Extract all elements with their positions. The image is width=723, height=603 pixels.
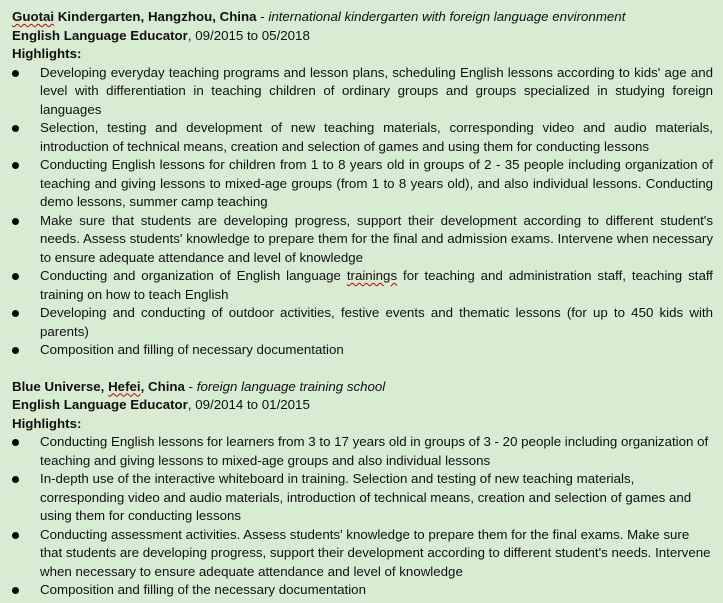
role-line [12,27,713,46]
job-title: English Language Educator [12,397,188,412]
highlight-item [12,341,713,360]
highlight-text: Conducting English lessons for learners from 3 to 17 years old in groups of 3 - 20 people including organization of teaching and giving lessons to mixed-age groups and also individual lessons [40,434,709,468]
bullet-icon [12,70,19,77]
role-line [12,396,713,415]
highlight-text: Composition and filling of necessary documentation [40,342,344,357]
highlights-heading: Highlights: [12,46,82,61]
highlight-item [12,64,713,120]
job-title: English Language Educator [12,27,188,43]
separator: - [256,9,269,24]
highlight-text: Developing and conducting of outdoor activities, festive events and thematic lessons (for up to 450 kids with parents) [40,305,713,339]
bullet-icon [12,162,19,169]
job-entry-guotai [12,8,713,360]
bullet-icon [12,273,19,280]
highlight-item [12,119,713,156]
highlight-text: In-depth use of the interactive whiteboard in training. Selection and testing of new teaching materials, corresponding video and audio materials, introduction of technical means, creation and selection of games and using them for conducting lessons [40,471,692,523]
bullet-icon [12,310,19,317]
highlight-text-post: for teaching and administration staff, teaching staff training on how to teach English [40,268,713,302]
employer-country: , China [140,378,185,394]
bullet-icon [12,347,19,354]
employer-name: Blue Universe, [12,378,109,394]
employer-line [12,8,713,27]
highlights-list [12,64,713,360]
bullet-icon [12,532,19,539]
highlight-item [12,156,713,212]
employer-city-flagged: Hefei [108,378,141,394]
highlight-text: Selection, testing and development of new teaching materials, corresponding video and audio materials, introduction of technical means, creation and selection of games and using them for conducting lessons [40,120,713,154]
employer-description: foreign language training school [196,378,386,394]
employer-name: Kindergarten, Hangzhou, China [54,9,257,24]
highlight-item [12,433,713,470]
bullet-icon [12,218,19,225]
highlight-text: Make sure that students are developing progress, support their development according to different student's needs. Assess students' knowledge to prepare them for the final and admission exams. Intervene when necessary to ensure adequate attendance and level of knowledge [40,212,713,265]
highlight-text: Conducting assessment activities. Assess students' knowledge to prepare them for the final exams. Make sure that students are developing progress, support their development according to different student's needs. Intervene when necessary to ensure adequate attendance and level of knowledge [40,526,711,579]
bullet-icon [12,125,19,132]
highlights-heading: Highlights: [12,415,82,431]
bullet-icon [12,439,19,446]
highlight-text: Composition and filling of the necessary documentation [40,582,366,597]
highlights-list [12,433,713,600]
highlight-item [12,470,713,526]
job-dates: , 09/2014 to 01/2015 [187,397,310,412]
highlight-item [12,304,713,341]
employer-line [12,378,713,397]
highlight-text-flagged: trainings [346,268,398,283]
bullet-icon [12,476,19,483]
bullet-icon [12,587,19,594]
highlight-item [12,526,713,582]
employer-description: international kindergarten with foreign language environment [268,9,626,24]
job-dates: , 09/2015 to 05/2018 [187,27,310,43]
separator: - [184,378,197,394]
highlight-text-pre: Conducting and organization of English language [40,268,347,283]
employer-name-flagged: Guotai [12,9,55,24]
job-entry-blue-universe [12,378,713,600]
highlight-text: Conducting English lessons for children from 1 to 8 years old in groups of 2 - 35 people including organization of teaching and giving lessons to mixed-age groups (from 1 to 8 years old), and also individual lessons. Conducting demo lessons, summer camp teaching [40,157,713,209]
highlight-item [12,267,713,304]
highlight-item [12,581,713,600]
highlight-item [12,212,713,268]
highlight-text: Developing everyday teaching programs and lesson plans, scheduling English lessons according to kids' age and level with differentiation in teaching children of ordinary groups and groups specialized in studying foreign languages [40,64,713,117]
